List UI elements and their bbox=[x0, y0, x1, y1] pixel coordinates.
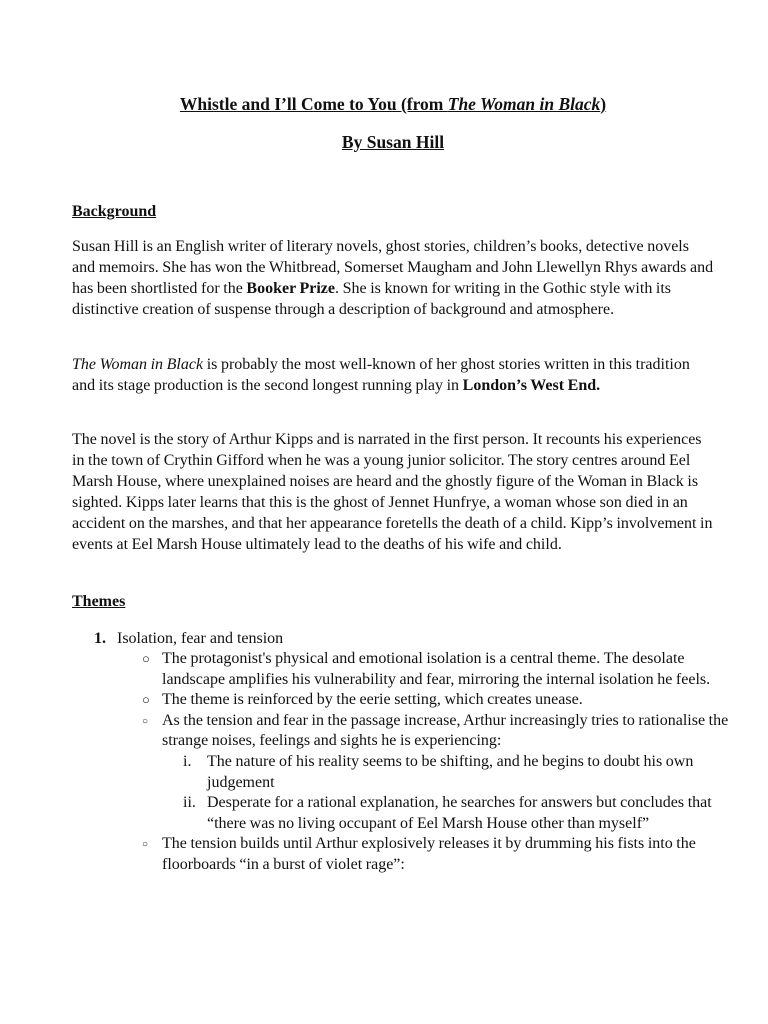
bullet-text: The protagonist's physical and emotional isolation is a central theme. The desolate landscape amplifies his vulnerability and fear, mirroring the internal isolation he feels. bbox=[162, 650, 711, 688]
background-paragraph-2 bbox=[72, 354, 714, 396]
booker-prize-text: Booker Prize bbox=[246, 280, 336, 297]
sub-list bbox=[162, 752, 747, 834]
theme-bullets bbox=[117, 649, 729, 876]
bullet-circle-icon: ○ bbox=[142, 715, 149, 727]
novel-title-italic: The Woman in Black bbox=[72, 356, 204, 373]
document-byline: By Susan Hill bbox=[341, 132, 445, 152]
title-italic-text: The Woman in Black bbox=[447, 94, 601, 114]
p1-text-end: . She is known for writing in the Gothic style with its distinctive creation of suspense through a description of background and atmosphere. bbox=[72, 280, 672, 318]
p1-text: Susan Hill is an English writer of literary novels, ghost stories, children’s books, detective novels and memoirs. She has won the Whitbread, Somerset Maugham and John Llewellyn Rhys awards and has been shortlisted for the bbox=[72, 238, 714, 297]
bullet-circle-icon: ○ bbox=[142, 651, 150, 666]
list-item bbox=[117, 834, 747, 875]
p2-text: is probably the most well-known of her ghost stories written in this tradition and its stage production is the second longest running play in bbox=[72, 356, 690, 394]
sub-list-item bbox=[162, 793, 715, 834]
list-item bbox=[117, 690, 747, 711]
roman-numeral: i. bbox=[183, 752, 192, 770]
bullet-text: The theme is reinforced by the eerie setting, which creates unease. bbox=[162, 691, 583, 709]
theme-number: 1. bbox=[94, 630, 106, 647]
sub-item-text: Desperate for a rational explanation, he searches for answers but concludes that “there was no living occupant of Eel Marsh House other than myself” bbox=[207, 794, 712, 832]
bullet-circle-icon: ○ bbox=[142, 839, 149, 851]
title-text: Whistle and I’ll Come to You (from bbox=[179, 94, 448, 114]
background-paragraph-3: The novel is the story of Arthur Kipps and is narrated in the first person. It recounts his experiences in the town of Crythin Gifford when he was a young junior solicitor. The story centres around Eel Marsh House, where unexplained noises are heard and the ghostly figure of the Woman in Black is sighted. Kipps later learns that this is the ghost of Jennet Hunfrye, a woman whose son died in an accident on the marshes, and that her appearance foretells the death of a child. Kipp’s involvement in events at Eel Marsh House ultimately lead to the deaths of his wife and child. bbox=[72, 431, 713, 553]
document-title bbox=[72, 94, 714, 115]
background-paragraph-1 bbox=[72, 236, 714, 320]
theme-item bbox=[72, 628, 729, 876]
bullet-text: The tension builds until Arthur explosively releases it by drumming his fists into the floorboards “in a burst of violet rage”: bbox=[162, 835, 696, 873]
bullet-text: As the tension and fear in the passage increase, Arthur increasingly tries to rationalise the strange noises, feelings and sights he is experiencing: bbox=[162, 711, 729, 750]
themes-list bbox=[72, 628, 729, 876]
sub-list-item bbox=[162, 752, 715, 793]
west-end-text: London’s West End. bbox=[462, 377, 601, 394]
list-item bbox=[117, 711, 747, 835]
background-heading: Background bbox=[72, 203, 157, 220]
title-suffix: ) bbox=[600, 94, 607, 114]
themes-heading: Themes bbox=[72, 593, 126, 610]
list-item bbox=[117, 649, 747, 690]
sub-item-text: The nature of his reality seems to be shifting, and he begins to doubt his own judgement bbox=[207, 752, 694, 791]
theme-label: Isolation, fear and tension bbox=[117, 630, 284, 647]
roman-numeral: ii. bbox=[183, 794, 196, 812]
bullet-circle-icon: ○ bbox=[142, 692, 150, 708]
